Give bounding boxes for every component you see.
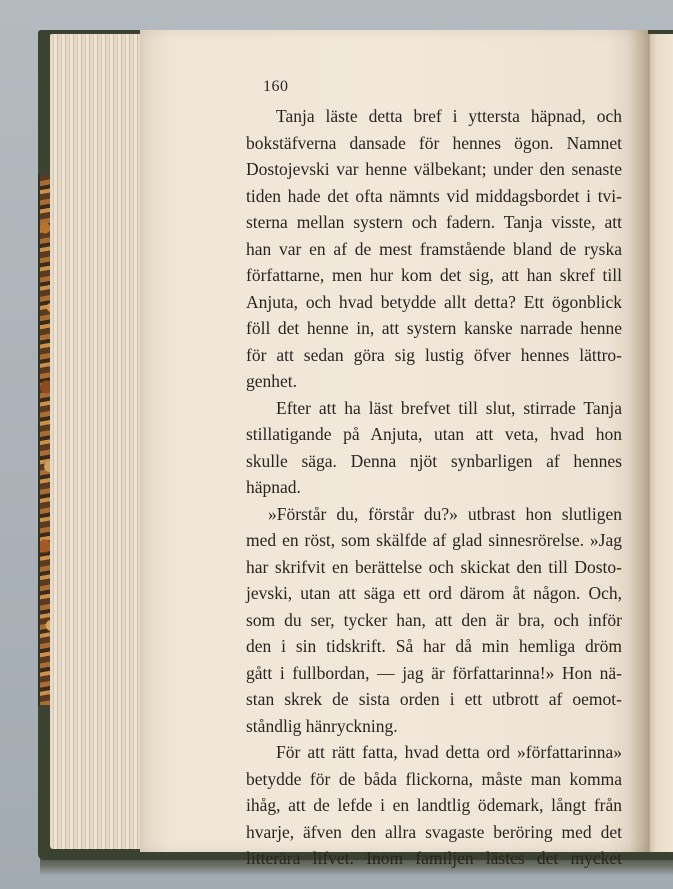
page-stack-edges [50, 34, 150, 849]
text-line: sterna mellan systern och fadern. Tanja visste, att [246, 212, 622, 232]
text-line: betydde för de båda flickorna, måste man komma [246, 768, 622, 789]
gutter-shadow [628, 30, 650, 852]
text-line: Efter att ha läst brefvet till slut, stirrade Tanja [276, 397, 622, 418]
text-line: ståndlig hänryckning. [246, 715, 398, 736]
text-line: tiden hade det ofta nämnts vid middagsbordet i tvi- [246, 185, 622, 206]
body-text [246, 103, 622, 872]
text-line: litterära lifvet. Inom familjen lästes det mycket [246, 848, 622, 868]
text-line: häpnad. [246, 477, 301, 497]
text-line: Dostojevski var henne välbekant; under den senaste [246, 159, 622, 179]
text-line: hvarje, äfven den allra svagaste beröring med det [246, 821, 622, 842]
text-line: den i sin tidskrift. Så har då min hemliga dröm [246, 636, 622, 656]
text-line: bokstäfverna dansade för hennes ögon. Namnet [246, 132, 622, 153]
text-line: stillatigande på Anjuta, utan att veta, hvad hon [246, 424, 622, 444]
text-line: har skrifvit en berättelse och skickat den till Dosto- [246, 556, 622, 577]
text-line: »Förstår du, förstår du?» utbrast hon slutligen [268, 503, 622, 524]
text-line: han var en af de mest framstående bland de ryska [246, 238, 622, 259]
text-line: genhet. [246, 371, 298, 391]
text-line: som du ser, tycker han, att den är bra, och inför [246, 609, 622, 630]
text-line: med en röst, som skälfde af glad sinnesrörelse. »Jag [246, 530, 622, 550]
text-line: Tanja läste detta bref i yttersta häpnad, och [276, 106, 622, 126]
text-line: skulle säga. Denna njöt synbarligen af hennes [246, 450, 622, 471]
page-number: 160 [263, 78, 289, 95]
facing-page-edge [646, 34, 673, 852]
text-line: För att rätt fatta, hvad detta ord »författarinna» [276, 742, 622, 762]
text-line: ihåg, att de lefde i en landtlig ödemark, långt från [246, 795, 622, 815]
text-line: författarne, men hur kom det sig, att han skref till [246, 265, 622, 285]
text-line: Anjuta, och hvad betydde allt detta? Ett ögonblick [246, 291, 622, 312]
text-line: jevski, utan att säga ett ord därom åt någon. Och, [246, 583, 622, 603]
text-line: för att sedan göra sig lustig öfver hennes lättro- [246, 344, 622, 365]
text-line: gått i fullbordan, — jag är författarinna!» Hon nä- [246, 662, 622, 683]
text-line: föll det henne in, att systern kanske narrade henne [246, 318, 622, 338]
text-line: stan skrek de sista orden i ett utbrott af oemot- [246, 689, 622, 709]
